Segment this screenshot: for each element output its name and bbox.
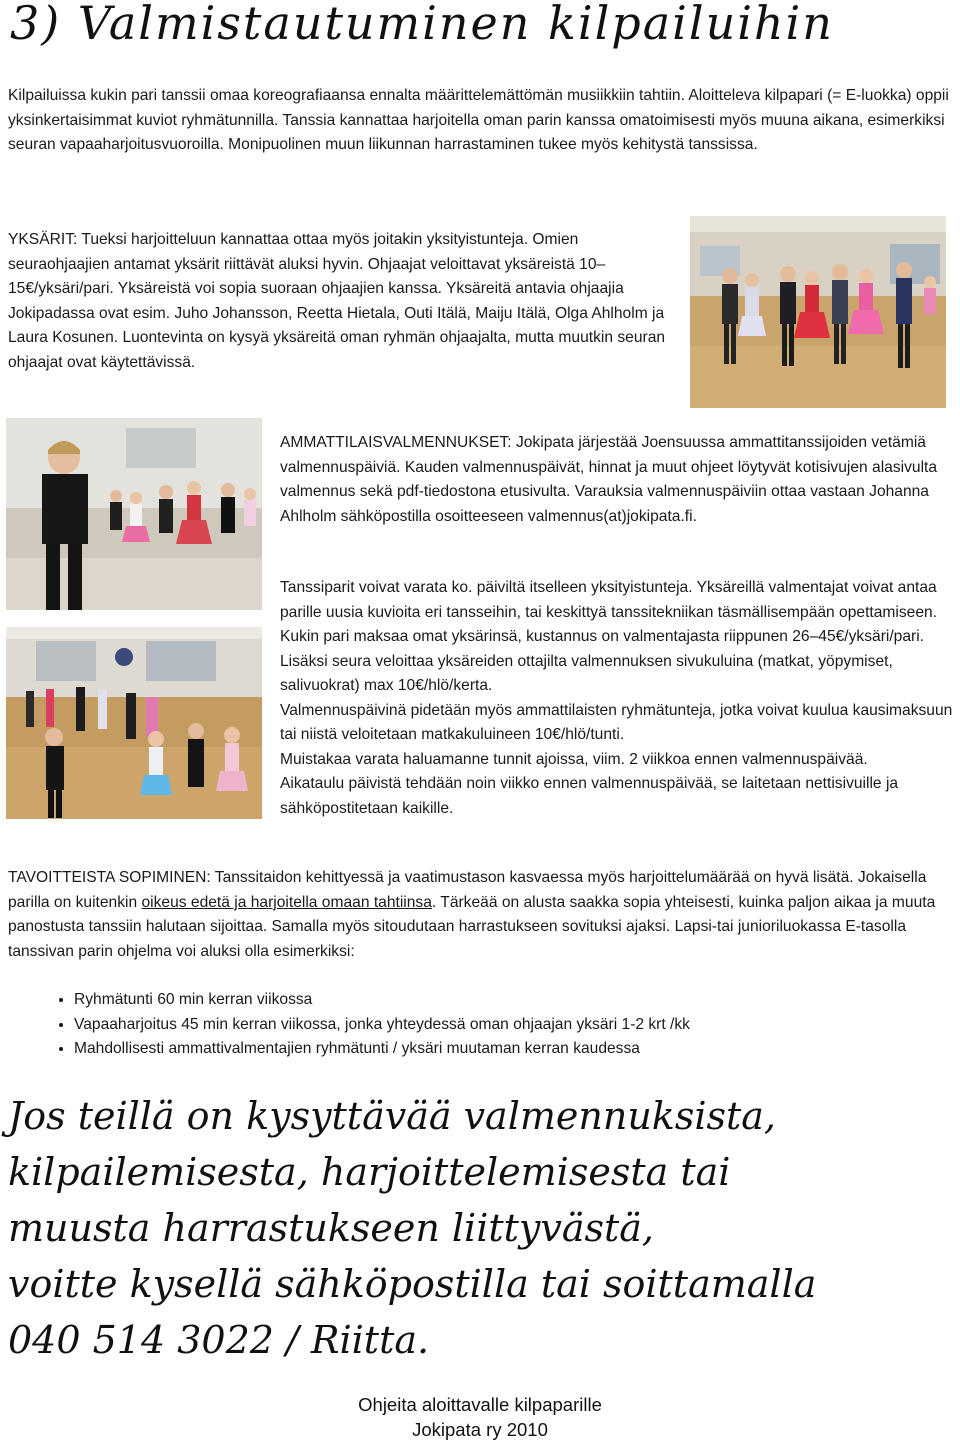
- contact-line: kilpailemisesta, harjoittelemisesta tai: [8, 1150, 731, 1194]
- page-footer: [0, 1392, 960, 1442]
- tavoitteista-underlined-text: oikeus edetä ja harjoitella omaan tahtiinsa: [141, 893, 432, 911]
- contact-line: voitte kysellä sähköpostilla tai soittamalla: [8, 1262, 817, 1306]
- dance-photo-2: [6, 418, 262, 610]
- page-title: 3) Valmistautuminen kilpailuihin: [10, 0, 834, 50]
- dance-photo-1: [690, 216, 946, 408]
- intro-paragraph: Kilpailuissa kukin pari tanssii omaa koreografiaansa ennalta määrittelemättömän musiikkiin tahtiin. Aloitteleva kilpapari (= E-luokka) oppii yksinkertaisimmat kuviot ryhmätunnilla. Tanssia kannattaa harjoitella oman parin kanssa omatoimisesti myös muuna aikana, esimerkiksi seuran vapaaharjoitusvuoroilla. Monipuolinen muun liikunnan harrastaminen tukee myös kehitystä tanssissa.: [8, 87, 949, 153]
- footer-line-2: Jokipata ry 2010: [412, 1419, 548, 1440]
- valmennuspaivat-paragraph: Valmennuspäivinä pidetään myös ammattilaisten ryhmätunteja, jotka voivat kuulua kausimaksuun tai niistä veloitetaan matkakuluineen 10€/hlö/tunti.: [280, 701, 953, 743]
- list-item: • Vapaaharjoitus 45 min kerran viikossa, jonka yhteydessä oman ohjaajan yksäri 1-2 krt /kk: [74, 1013, 690, 1038]
- yksarit-paragraph: YKSÄRIT: Tueksi harjoitteluun kannattaa ottaa myös joitakin yksityistunteja. Omien seuraohjaajien antamat yksärit riittävät aluksi hyvin. Ohjaajat veloittavat yksäreistä 10–15€/yksäri/pari. Yksäreistä voi sopia suoraan ohjaajien kanssa. Yksäreitä antavia ohjaajia Jokipadassa ovat esim. Juho Johansson, Reetta Hietala, Outi Itälä, Maiju Itälä, Olga Ahlholm ja Laura Kosunen. Luontevinta on kysyä yksäreitä oman ryhmän ohjaajalta, mutta muutkin seuran ohjaajat ovat käytettävissä.: [8, 231, 666, 371]
- list-item: • Ryhmätunti 60 min kerran viikossa: [74, 988, 690, 1013]
- dance-photo-3: [6, 627, 262, 819]
- tavoitteista-text-start: TAVOITTEISTA SOPIMINEN: Tanssitaidon kehittyessä ja vaatimustason kasvaessa myös harjoittelumäärää on hyvä lisätä. Jokaisella parilla on kuitenkin: [8, 869, 927, 911]
- muistakaa-paragraph: Muistakaa varata haluamanne tunnit ajoissa, viim. 2 viikkoa ennen valmennuspäivää.: [280, 750, 868, 768]
- contact-line: muusta harrastukseen liittyvästä,: [8, 1206, 654, 1250]
- tanssiparit-section: [280, 576, 960, 821]
- contact-line: 040 514 3022 / Riitta.: [8, 1318, 430, 1362]
- contact-note: [8, 1088, 958, 1368]
- example-program-list: [30, 988, 690, 1062]
- aikataulu-paragraph: Aikataulu päivistä tehdään noin viikko ennen valmennuspäivää, se laitetaan nettisivuille ja sähköpostitetaan kaikille.: [280, 775, 899, 817]
- list-item: • Mahdollisesti ammattivalmentajien ryhmätunti / yksäri muutaman kerran kaudessa: [74, 1037, 690, 1062]
- tavoitteista-text-end: . Tärkeää on alusta saakka sopia yhteisesti, kuinka paljon aikaa ja muuta panostusta tanssiin halutaan sijoittaa. Samalla myös sitoudutaan harrastukseen sovituksi ajaksi. Lapsi-tai junioriluokassa E-tasolla tanssivan parin ohjelma voi aluksi olla esimerkiksi:: [8, 893, 936, 960]
- tavoitteista-paragraph: [8, 866, 956, 964]
- tanssiparit-paragraph: Tanssiparit voivat varata ko. päiviltä itselleen yksityistunteja. Yksäreillä valmentajat voivat antaa parille uusia kuvioita eri tansseihin, tai keskittyä tanssitekniikan täsmällisempään opettamiseen. Kukin pari maksaa omat yksärinsä, kustannus on valmentajasta riippunen 26–45€/yksäri/pari. Lisäksi seura veloittaa yksäreiden ottajilta valmennuksen sivukuluina (matkat, yöpymiset, salivuokrat) max 10€/hlö/kerta.: [280, 579, 938, 694]
- contact-line: Jos teillä on kysyttävää valmennuksista,: [8, 1094, 776, 1138]
- ammattilaisvalmennukset-paragraph: AMMATTILAISVALMENNUKSET: Jokipata järjestää Joensuussa ammattitanssijoiden vetämiä valmennuspäiviä. Kauden valmennuspäivät, hinnat ja muut ohjeet löytyvät kotisivujen alasivulta valmennus sekä pdf-tiedostona etusivulta. Varauksia valmennuspäiviin ottaa vastaan Johanna Ahlholm sähköpostilla osoitteeseen valmennus(at)jokipata.fi.: [280, 434, 938, 525]
- footer-line-1: Ohjeita aloittavalle kilpaparille: [358, 1394, 602, 1415]
